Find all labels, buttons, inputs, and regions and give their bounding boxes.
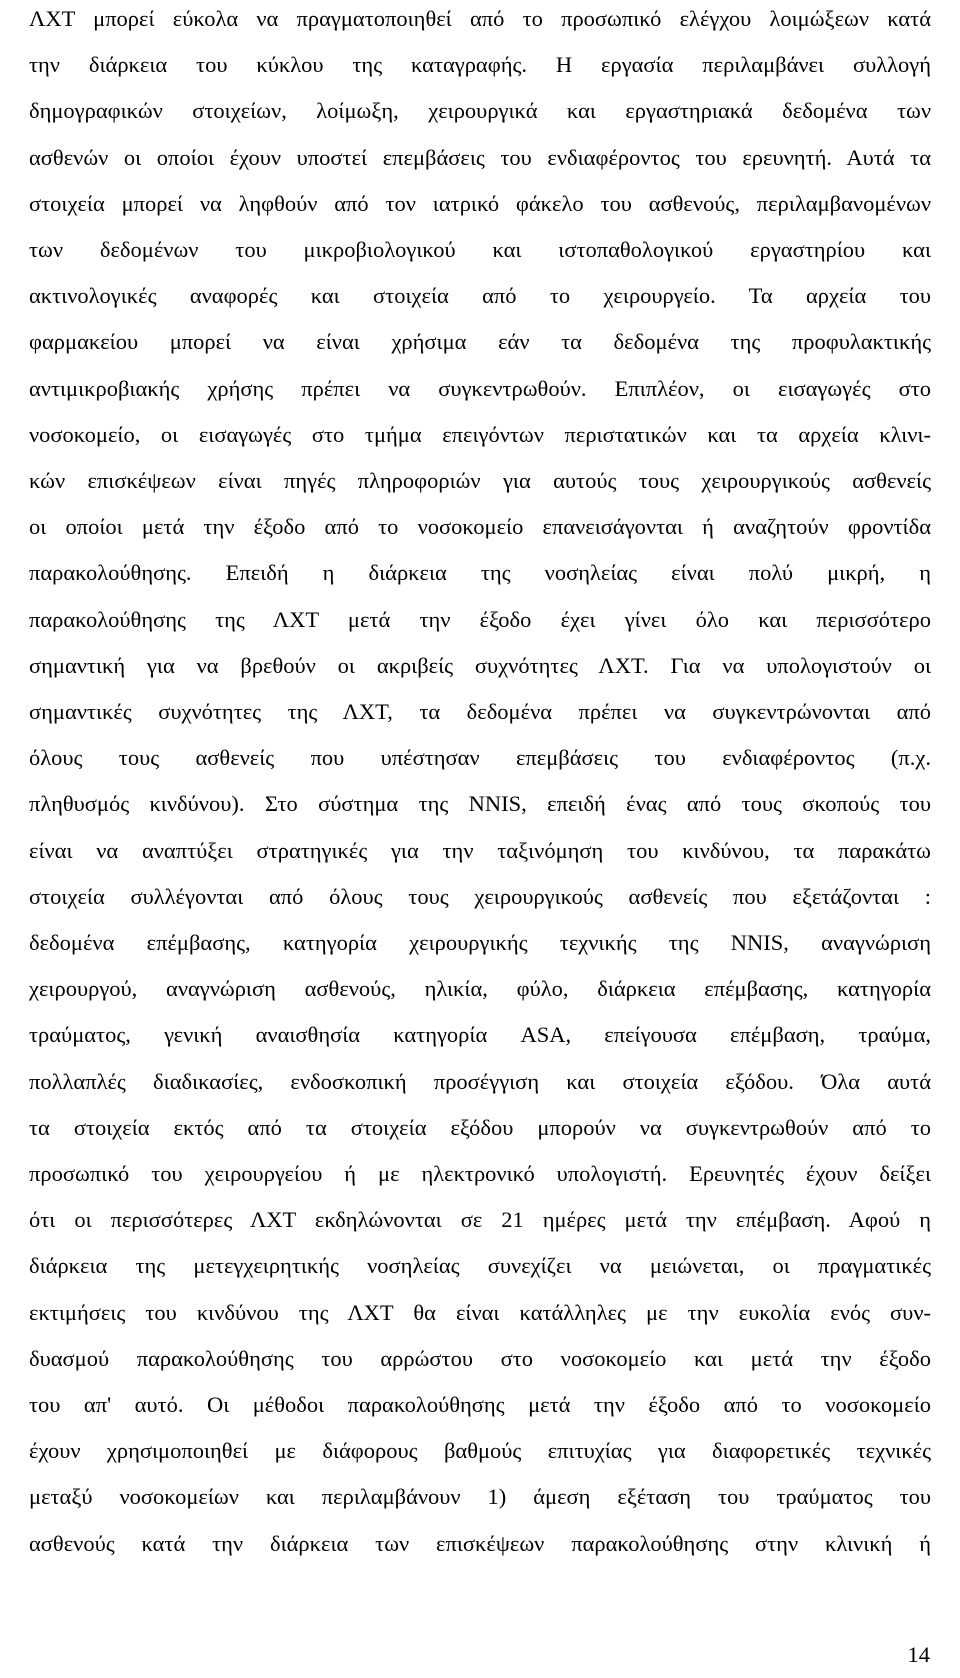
text-line: δημογραφικών στοιχείων, λοίμωξη, χειρουργικά και εργαστηριακά δεδομένα των bbox=[29, 98, 931, 123]
text-line: ακτινολογικές αναφορές και στοιχεία από το χειρουργείο. Τα αρχεία του bbox=[29, 283, 931, 308]
text-line: πληθυσμός κινδύνου). Στο σύστημα της NNIS, επειδή ένας από τους σκοπούς του bbox=[29, 791, 931, 816]
text-line: πολλαπλές διαδικασίες, ενδοσκοπική προσέγγιση και στοιχεία εξόδου. Όλα αυτά bbox=[29, 1069, 931, 1094]
text-line: διάρκεια της μετεγχειρητικής νοσηλείας συνεχίζει να μειώνεται, οι πραγματικές bbox=[29, 1253, 931, 1278]
text-line: ασθενούς κατά την διάρκεια των επισκέψεων παρακολούθησης στην κλινική ή bbox=[29, 1531, 931, 1556]
text-line: οι οποίοι μετά την έξοδο από το νοσοκομείο επανεισάγονται ή αναζητούν φροντίδα bbox=[29, 514, 931, 539]
text-line: χειρουργού, αναγνώριση ασθενούς, ηλικία, φύλο, διάρκεια επέμβασης, κατηγορία bbox=[29, 976, 931, 1001]
text-line: στοιχεία συλλέγονται από όλους τους χειρουργικούς ασθενείς που εξετάζονται : bbox=[29, 884, 931, 909]
text-line: κών επισκέψεων είναι πηγές πληροφοριών για αυτούς τους χειρουργικούς ασθενείς bbox=[29, 468, 931, 493]
text-line: των δεδομένων του μικροβιολογικού και ιστοπαθολογικού εργαστηρίου και bbox=[29, 237, 931, 262]
text-line: σημαντική για να βρεθούν οι ακριβείς συχνότητες ΛΧΤ. Για να υπολογιστούν οι bbox=[29, 653, 931, 678]
text-line: ασθενών οι οποίοι έχουν υποστεί επεμβάσεις του ενδιαφέροντος του ερευνητή. Αυτά τα bbox=[29, 145, 931, 170]
text-line: παρακολούθησης. Επειδή η διάρκεια της νοσηλείας είναι πολύ μικρή, η bbox=[29, 560, 931, 585]
text-line: παρακολούθησης της ΛΧΤ μετά την έξοδο έχει γίνει όλο και περισσότερο bbox=[29, 607, 931, 632]
text-line: εκτιμήσεις του κινδύνου της ΛΧΤ θα είναι κατάλληλες με την ευκολία ενός συν- bbox=[29, 1300, 931, 1325]
text-line: είναι να αναπτύξει στρατηγικές για την ταξινόμηση του κινδύνου, τα παρακάτω bbox=[29, 838, 931, 863]
text-line: τραύματος, γενική αναισθησία κατηγορία ASA, επείγουσα επέμβαση, τραύμα, bbox=[29, 1022, 931, 1047]
text-line: νοσοκομείο, οι εισαγωγές στο τμήμα επειγόντων περιστατικών και τα αρχεία κλινι- bbox=[29, 422, 931, 447]
text-line: στοιχεία μπορεί να ληφθούν από τον ιατρικό φάκελο του ασθενούς, περιλαμβανομένων bbox=[29, 191, 931, 216]
text-line: ότι οι περισσότερες ΛΧΤ εκδηλώνονται σε 21 ημέρες μετά την επέμβαση. Αφού η bbox=[29, 1207, 931, 1232]
text-line: αντιμικροβιακής χρήσης πρέπει να συγκεντρωθούν. Επιπλέον, οι εισαγωγές στο bbox=[29, 376, 931, 401]
text-line: φαρμακείου μπορεί να είναι χρήσιμα εάν τα δεδομένα της προφυλακτικής bbox=[29, 329, 931, 354]
text-line: όλους τους ασθενείς που υπέστησαν επεμβάσεις του ενδιαφέροντος (π.χ. bbox=[29, 745, 931, 770]
text-line: την διάρκεια του κύκλου της καταγραφής. Η εργασία περιλαμβάνει συλλογή bbox=[29, 52, 931, 77]
text-line: ΛΧΤ μπορεί εύκολα να πραγματοποιηθεί από το προσωπικό ελέγχου λοιμώξεων κατά bbox=[29, 6, 931, 31]
page-number: 14 bbox=[907, 1642, 930, 1667]
text-line: δεδομένα επέμβασης, κατηγορία χειρουργικής τεχνικής της NNIS, αναγνώριση bbox=[29, 930, 931, 955]
text-line: του απ' αυτό. Οι μέθοδοι παρακολούθησης μετά την έξοδο από το νοσοκομείο bbox=[29, 1392, 931, 1417]
text-line: δυασμού παρακολούθησης του αρρώστου στο νοσοκομείο και μετά την έξοδο bbox=[29, 1346, 931, 1371]
text-line: σημαντικές συχνότητες της ΛΧΤ, τα δεδομένα πρέπει να συγκεντρώνονται από bbox=[29, 699, 931, 724]
text-line: μεταξύ νοσοκομείων και περιλαμβάνουν 1) άμεση εξέταση του τραύματος του bbox=[29, 1484, 931, 1509]
text-line: τα στοιχεία εκτός από τα στοιχεία εξόδου μπορούν να συγκεντρωθούν από το bbox=[29, 1115, 931, 1140]
text-line: προσωπικό του χειρουργείου ή με ηλεκτρονικό υπολογιστή. Ερευνητές έχουν δείξει bbox=[29, 1161, 931, 1186]
text-line: έχουν χρησιμοποιηθεί με διάφορους βαθμούς επιτυχίας για διαφορετικές τεχνικές bbox=[29, 1438, 931, 1463]
